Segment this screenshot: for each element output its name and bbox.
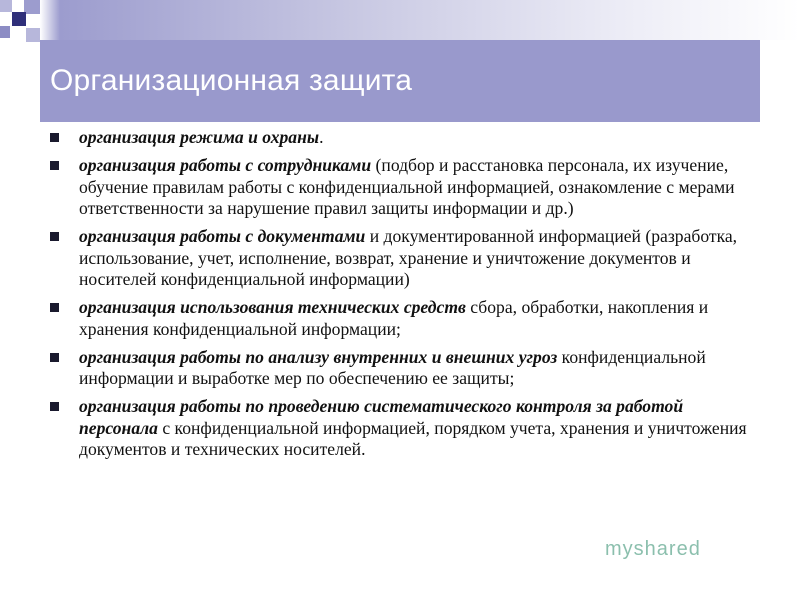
item-emphasis: организация использования технических средств: [79, 297, 466, 317]
item-text: .: [319, 127, 324, 147]
square-bullet-icon: [50, 232, 59, 241]
list-item: [50, 347, 755, 390]
decor-square: [26, 14, 40, 28]
item-text: и документированной информацией (разработка, использование, учет, исполнение, возврат, хранение и уничтожение документов и носителей конфиденциальной информации): [79, 226, 738, 289]
item-emphasis: организация работы по анализу внутренних и внешних угроз: [79, 346, 558, 367]
slide-title: Организационная защита: [50, 64, 413, 97]
item-text: сбора, обработки, накопления и хранения конфиденциальной информации;: [79, 297, 709, 339]
decor-square: [0, 12, 12, 26]
item-text: (подбор и расстановка персонала, их изучение, обучение правилам работы с конфиденциальной информацией, ознакомление с мерами ответственности за нарушение правил защиты информации и др.): [79, 155, 735, 218]
list-item: [50, 396, 755, 461]
list-item: [50, 297, 755, 340]
square-bullet-icon: [50, 353, 59, 362]
list-item: [50, 127, 755, 149]
decor-square: [12, 12, 26, 26]
slide-content: [50, 127, 755, 467]
square-bullet-icon: [50, 402, 59, 411]
square-bullet-icon: [50, 303, 59, 312]
decor-square: [24, 0, 40, 14]
item-emphasis: организация режима и охраны: [79, 127, 320, 147]
bullet-list: [50, 127, 755, 461]
decor-square: [12, 0, 24, 12]
square-bullet-icon: [50, 133, 59, 142]
item-text: с конфиденциальной информацией, порядком учета, хранения и уничтожения документов и технических носителей.: [79, 417, 747, 459]
watermark-logo: myshared: [605, 538, 701, 560]
item-emphasis: организация работы с сотрудниками: [79, 155, 372, 175]
item-emphasis: организация работы с документами: [79, 226, 366, 246]
square-bullet-icon: [50, 161, 59, 170]
decor-square: [0, 0, 12, 12]
list-item: [50, 155, 755, 220]
decor-square: [0, 26, 10, 38]
decor-square: [12, 28, 26, 42]
decor-square: [26, 28, 40, 42]
item-text: конфиденциальной информации и выработке мер по обеспечению ее защиты;: [79, 346, 706, 388]
title-bar: [40, 40, 760, 122]
top-gradient-band: [0, 0, 800, 40]
list-item: [50, 226, 755, 291]
item-emphasis: организация работы по проведению систематического контроля за работой персонала: [79, 396, 684, 438]
